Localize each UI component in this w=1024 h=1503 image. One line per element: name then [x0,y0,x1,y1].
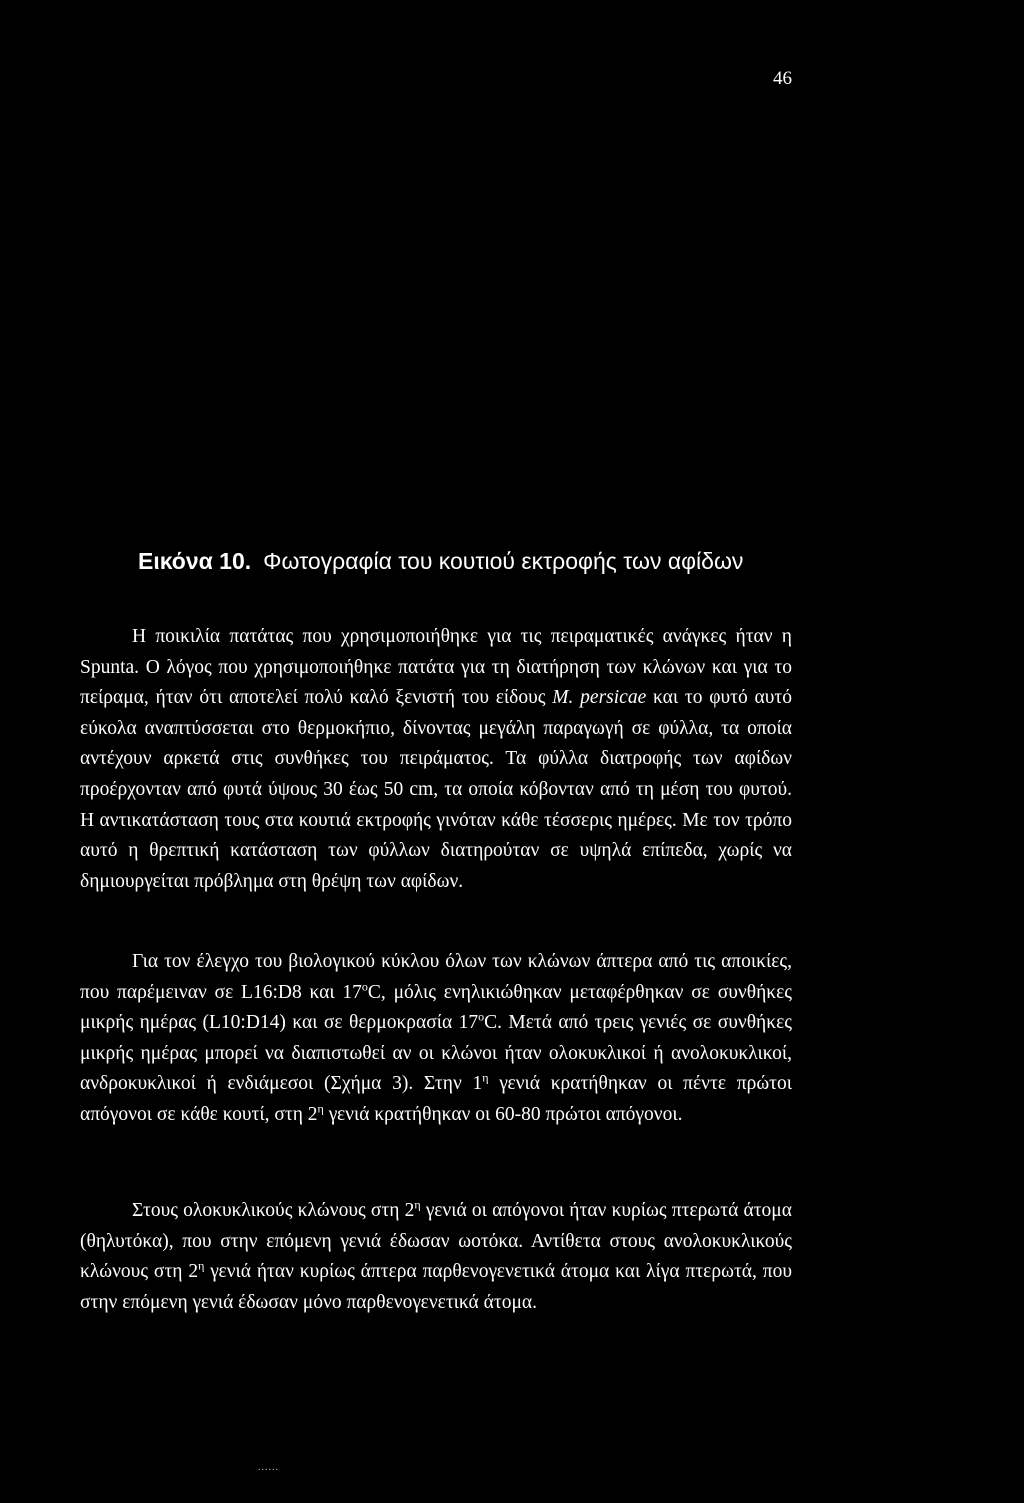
figure-caption-text: Φωτογραφία του κουτιού εκτροφής των αφίδων [263,548,744,574]
p2-text-a: Για τον έλεγχο του βιολογικού κύκλου όλων των κλώνων άπτερα από τις αποικίες, που παρέμειναν σε L16:D8 και 17 [80,951,792,1003]
p3-sup-1: η [414,1197,421,1212]
species-name: M. persicae [552,687,647,709]
footer-marks: ...... [258,1462,279,1473]
p2-sup-4: η [317,1101,324,1116]
p1-text-a: Η ποικιλία πατάτας που χρησιμοποιήθηκε για τις πειραματικές ανάγκες ήταν η Spunta. Ο λόγος που χρησιμοποιήθηκε πατάτα για τη διατήρηση των κλώνων και για το πείραμα, ήταν ότι αποτελεί πολύ καλό ξενιστή του είδους [80,626,792,709]
paragraph-holocyclic-clones [80,1196,792,1318]
p1-text-b: και το φυτό αυτό εύκολα αναπτύσσεται στο θερμοκήπιο, δίνοντας μεγάλη παραγωγή σε φύλλα, τα οποία αντέχουν αρκετά στις συνθήκες του πειράματος. Τα φύλλα διατροφής των αφίδων προέρχονταν από φυτά ύψους 30 έως 50 cm, τα οποία κόβονταν από τη μέση του φυτού. Η αντικατάσταση τους στα κουτιά εκτροφής γινόταν κάθε τέσσερις ημέρες. Με τον τρόπο αυτό η θρεπτική κατάσταση των φύλλων διατηρούταν σε υψηλά επίπεδα, χωρίς να δημιουργείται πρόβλημα στη θρέψη των αφίδων. [80,687,792,892]
figure-label: Εικόνα 10. [138,548,252,574]
p2-sup-3: η [482,1070,489,1085]
page-number: 46 [773,68,792,89]
p3-text-a: Στους ολοκυκλικούς κλώνους στη 2 [132,1200,415,1221]
figure-caption [138,546,898,576]
p2-text-b: C, μόλις ενηλικιώθηκαν μεταφέρθηκαν σε συνθήκες μικρής ημέρας (L10:D14) και σε θερμοκρασία 17 [80,981,793,1034]
paragraph-life-cycle [80,947,792,1131]
p2-text-d: γενιά κρατήθηκαν οι πέντε πρώτοι απόγονοι σε κάθε κουτί, στη 2 [80,1073,792,1125]
p2-text-c: C. Μετά από τρεις γενιές σε συνθήκες μικρής ημέρας μπορεί να διαπιστωθεί αν οι κλώνοι ήταν ολοκυκλικοί ή ανολοκυκλικοί, ανδροκυκλικοί ή ενδιάμεσοι (Σχήμα 3). Στην 1 [80,1012,792,1095]
p3-text-c: γενιά ήταν κυρίως άπτερα παρθενογενετικά άτομα και λίγα πτερωτά, που στην επόμενη γενιά έδωσαν μόνο παρθενογενετικά άτομα. [80,1261,792,1313]
p2-sup-2: o [478,1009,485,1024]
p3-sup-2: η [198,1258,205,1273]
p3-text-b: γενιά οι απόγονοι ήταν κυρίως πτερωτά άτομα (θηλυτόκα), που στην επόμενη γενιά έδωσαν ωοτόκα. Αντίθετα στους ανολοκυκλικούς κλώνους στη 2 [80,1200,792,1283]
p2-sup-1: o [361,979,368,994]
p2-text-e: γενιά κρατήθηκαν οι 60-80 πρώτοι απόγονοι. [323,1103,683,1125]
paragraph-potato-variety [80,622,792,897]
